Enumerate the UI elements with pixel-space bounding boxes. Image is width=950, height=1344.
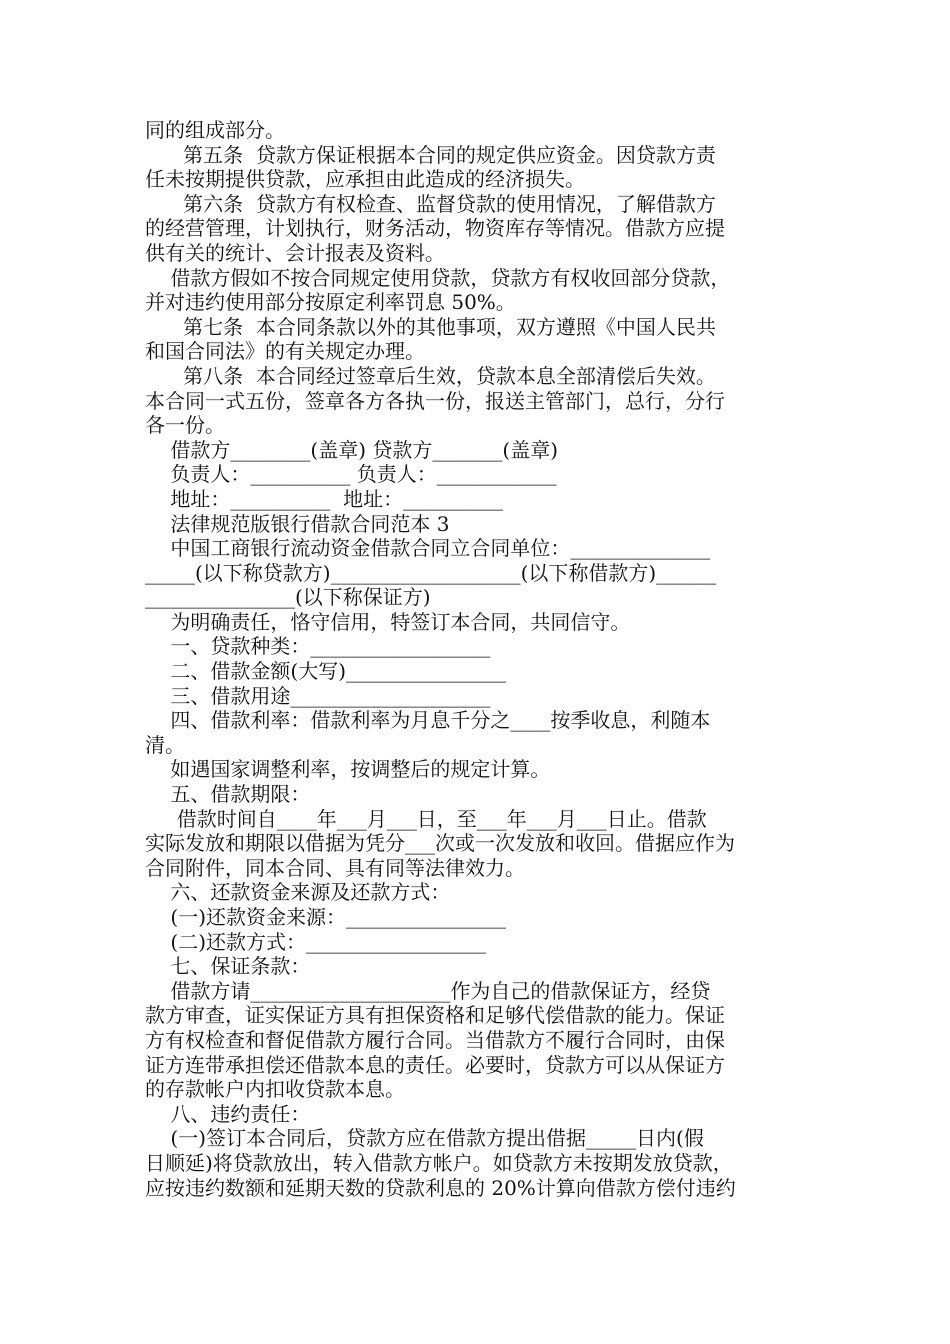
text-line: 应按违约数额和延期天数的贷款利息的 20%计算向借款方偿付违约 (145, 1175, 736, 1200)
text-line: 方有权检查和督促借款方履行合同。当借款方不履行合同时，由保 (145, 1027, 725, 1052)
text-line: (一)还款资金来源：________________ (145, 905, 507, 929)
text-line: 三、借款用途____________________ (145, 683, 491, 708)
text-line: 二、借款金额(大写)________________ (145, 659, 507, 684)
text-line: 借款时间自____年___月___日，至___年___月___日止。借款 (145, 806, 707, 831)
signature-line: 地址：__________ 地址：__________ (145, 486, 504, 511)
text-line: 本合同一式五份，签章各方各执一份，报送主管部门，总行，分行 (145, 388, 725, 413)
signature-line: 负责人：__________ 负责人：____________ (145, 462, 557, 487)
section-heading: 法律规范版银行借款合同范本 3 (145, 511, 450, 536)
text-line: 第八条 本合同经过签章后生效，贷款本息全部清偿后失效。 (145, 363, 716, 388)
text-line: 同的组成部分。 (145, 118, 285, 142)
text-line: 一、贷款种类：__________________ (145, 634, 491, 659)
text-line: 任未按期提供贷款，应承担由此造成的经济损失。 (145, 167, 585, 192)
text-line: 中国工商银行流动资金借款合同立合同单位：______________ (145, 536, 711, 561)
text-line: _____(以下称贷款方)___________________(以下称借款方)______ (145, 560, 717, 585)
text-line: 供有关的统计、会计报表及资料。 (145, 240, 445, 265)
text-line: 第六条 贷款方有权检查、监督贷款的使用情况，了解借款方 (145, 191, 716, 216)
text-line: (一)签订本合同后，贷款方应在借款方提出借据_____日内(假 (145, 1126, 704, 1151)
text-line: 借款方假如不按合同规定使用贷款，贷款方有权收回部分贷款， (145, 265, 731, 290)
text-line: 日顺延)将贷款放出，转入借款方帐户。如贷款方未按期发放贷款， (145, 1150, 733, 1175)
text-line: 四、借款利率：借款利率为月息千分之____按季收息，利随本 (145, 708, 711, 733)
text-line: 证方连带承担偿还借款本息的责任。必要时，贷款方可以从保证方 (145, 1052, 725, 1077)
contract-text (145, 118, 810, 1200)
text-line: 借款方请____________________作为自己的借款保证方，经贷 (145, 978, 711, 1003)
text-line: 款方审查，证实保证方具有担保资格和足够代偿借款的能力。保证 (145, 1003, 725, 1028)
text-line: 五、借款期限： (145, 782, 311, 807)
text-line: 八、违约责任： (145, 1101, 311, 1126)
text-line: 各一份。 (145, 413, 225, 438)
text-line: 清。 (145, 732, 185, 757)
signature-line: 借款方________(盖章) 贷款方_______(盖章) (145, 437, 558, 462)
text-line: 第七条 本合同条款以外的其他事项，双方遵照《中国人民共 (145, 314, 716, 339)
text-line: 实际发放和期限以借据为凭分___次或一次发放和收回。借据应作为 (145, 831, 735, 856)
text-line: 和国合同法》的有关规定办理。 (145, 339, 425, 364)
text-line: 并对违约使用部分按原定利率罚息 50%。 (145, 290, 516, 315)
text-line: 合同附件，同本合同、具有同等法律效力。 (145, 855, 525, 880)
text-line: _______________(以下称保证方) (145, 585, 431, 610)
text-line: 如遇国家调整利率，按调整后的规定计算。 (145, 757, 551, 782)
text-line: 的存款帐户内扣收贷款本息。 (145, 1077, 405, 1102)
text-line: 第五条 贷款方保证根据本合同的规定供应资金。因贷款方责 (145, 142, 716, 167)
text-line: 六、还款资金来源及还款方式： (145, 880, 451, 905)
text-line: (二)还款方式：__________________ (145, 929, 487, 954)
text-line: 的经营管理，计划执行，财务活动，物资库存等情况。借款方应提 (145, 216, 725, 241)
text-line: 七、保证条款： (145, 954, 311, 979)
text-line: 为明确责任，恪守信用，特签订本合同，共同信守。 (145, 609, 631, 634)
